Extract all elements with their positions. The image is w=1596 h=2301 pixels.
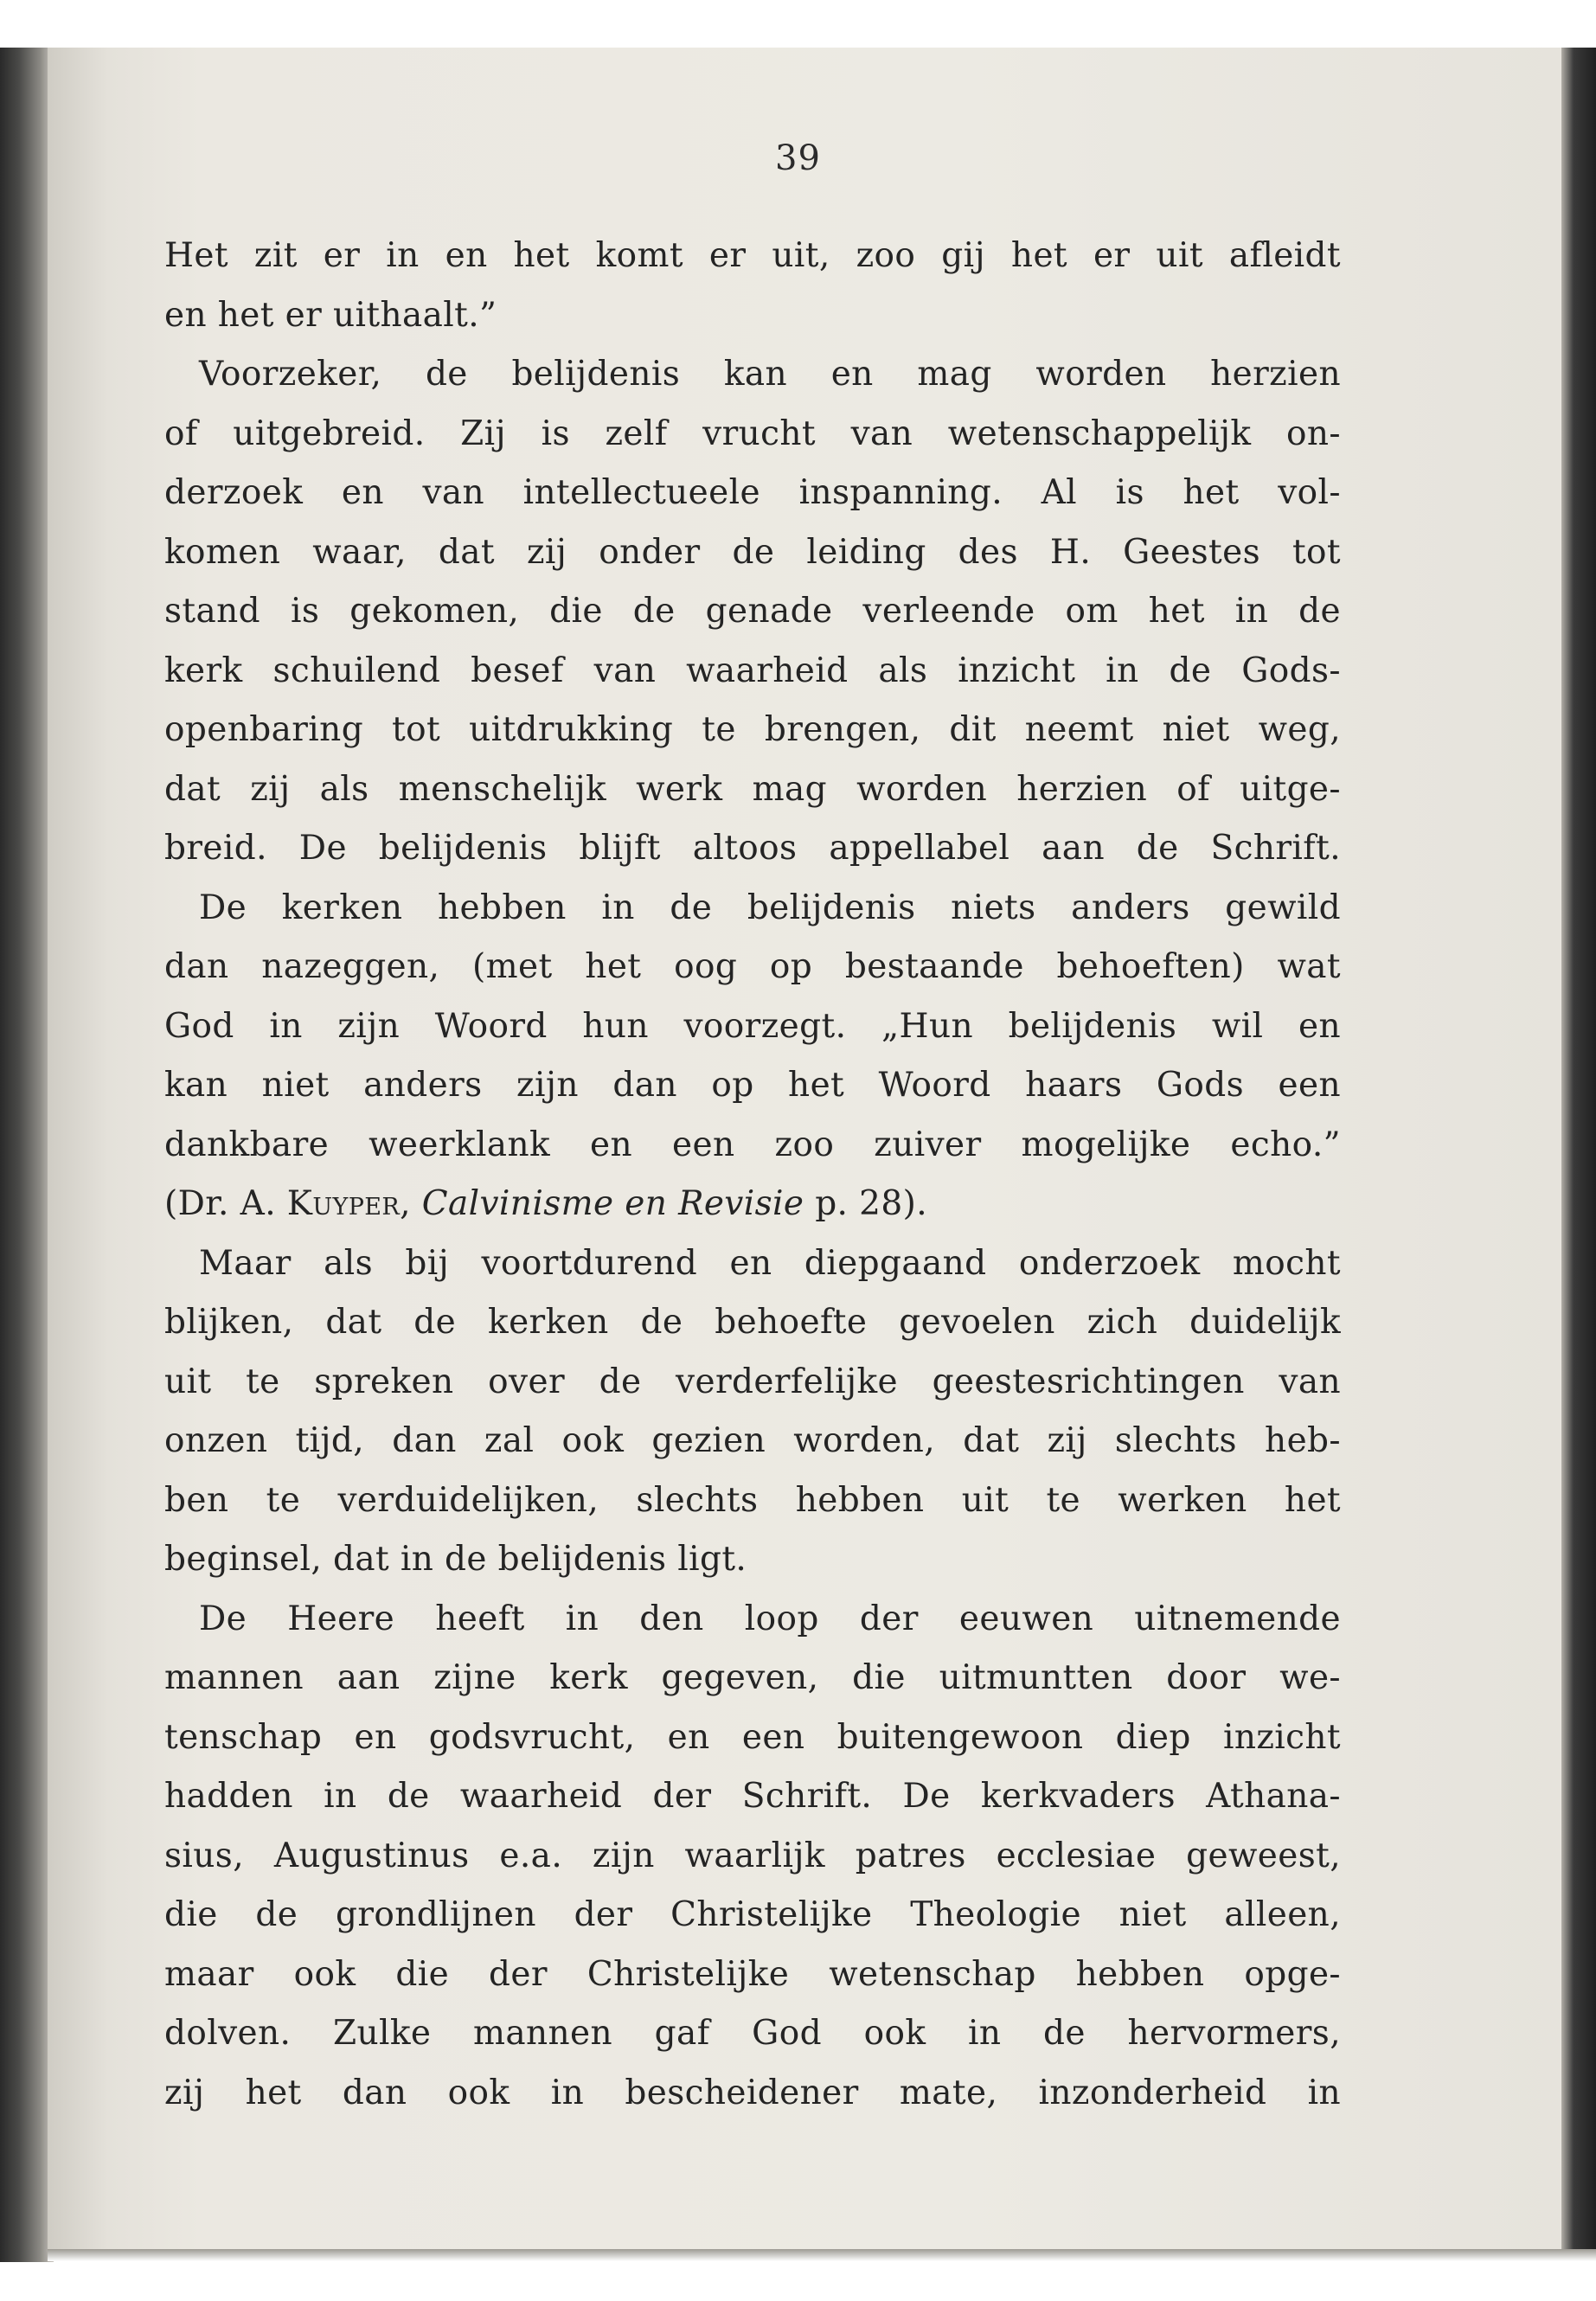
text-line: mannen aan zijne kerk gegeven, die uitmuntten door we-: [164, 1658, 1341, 1697]
text-line: en het er uithaalt.”: [164, 295, 497, 335]
text-line: dankbare weerklank en een zoo zuiver mogelijke echo.”: [164, 1125, 1341, 1164]
citation-separator: ,: [400, 1184, 422, 1223]
text-line: dat zij als menschelijk werk mag worden herzien of uitge-: [164, 769, 1341, 809]
text-line: De Heere heeft in den loop der eeuwen uitnemende: [199, 1599, 1341, 1638]
text-line: maar ook die der Christelijke wetenschap hebben opge-: [164, 1954, 1341, 1994]
page-bottom-shadow: [48, 2249, 1596, 2261]
text-line: zij het dan ook in bescheidener mate, inzonderheid in: [164, 2073, 1341, 2112]
text-line: uit te spreken over de verderfelijke geestesrichtingen van: [164, 1362, 1341, 1401]
text-line: die de grondlijnen der Christelijke Theologie niet alleen,: [164, 1895, 1341, 1934]
book-spine-shadow: [0, 48, 54, 2262]
text-line: hadden in de waarheid der Schrift. De kerkvaders Athana-: [164, 1777, 1341, 1816]
text-line: of uitgebreid. Zij is zelf vrucht van wetenschappelijk on-: [164, 413, 1341, 453]
citation-line: [164, 1177, 927, 1231]
text-line: breid. De belijdenis blijft altoos appellabel aan de Schrift.: [164, 829, 1341, 868]
text-line: Het zit er in en het komt er uit, zoo gij het er uit afleidt: [164, 236, 1341, 275]
text-line: openbaring tot uitdrukking te brengen, dit neemt niet weg,: [164, 710, 1341, 749]
text-line: kan niet anders zijn dan op het Woord haars Gods een: [164, 1066, 1341, 1105]
text-line: Maar als bij voortdurend en diepgaand onderzoek mocht: [199, 1243, 1341, 1283]
text-line: God in zijn Woord hun voorzegt. „Hun belijdenis wil en: [164, 1006, 1341, 1046]
text-line: blijken, dat de kerken de behoefte gevoelen zich duidelijk: [164, 1303, 1341, 1342]
page-right-edge-shadow: [1561, 48, 1596, 2258]
text-line: stand is gekomen, die de genade verleende om het in de: [164, 592, 1341, 631]
text-line: kerk schuilend besef van waarheid als inzicht in de Gods-: [164, 651, 1341, 690]
citation-page: p. 28).: [804, 1184, 927, 1223]
text-line: sius, Augustinus e.a. zijn waarlijk patres ecclesiae geweest,: [164, 1836, 1341, 1875]
text-line: dan nazeggen, (met het oog op bestaande behoeften) wat: [164, 947, 1341, 986]
citation-title: Calvinisme en Revisie: [421, 1184, 804, 1223]
page-number: 39: [775, 138, 821, 178]
text-line: tenschap en godsvrucht, en een buitengewoon diep inzicht: [164, 1717, 1341, 1757]
text-line: ben te verduidelijken, slechts hebben uit te werken het: [164, 1480, 1341, 1520]
text-line: onzen tijd, dan zal ook gezien worden, dat zij slechts heb-: [164, 1421, 1341, 1460]
text-line: De kerken hebben in de belijdenis niets anders gewild: [199, 888, 1341, 927]
text-line: beginsel, dat in de belijdenis ligt.: [164, 1540, 747, 1579]
text-line: derzoek en van intellectueele inspanning. Al is het vol-: [164, 473, 1341, 512]
citation-open: (Dr. A.: [164, 1184, 287, 1223]
text-line: Voorzeker, de belijdenis kan en mag worden herzien: [199, 355, 1341, 394]
citation-author: Kuyper: [286, 1184, 401, 1223]
text-line: komen waar, dat zij onder de leiding des H. Geestes tot: [164, 532, 1341, 572]
text-line: dolven. Zulke mannen gaf God ook in de hervormers,: [164, 2014, 1341, 2053]
